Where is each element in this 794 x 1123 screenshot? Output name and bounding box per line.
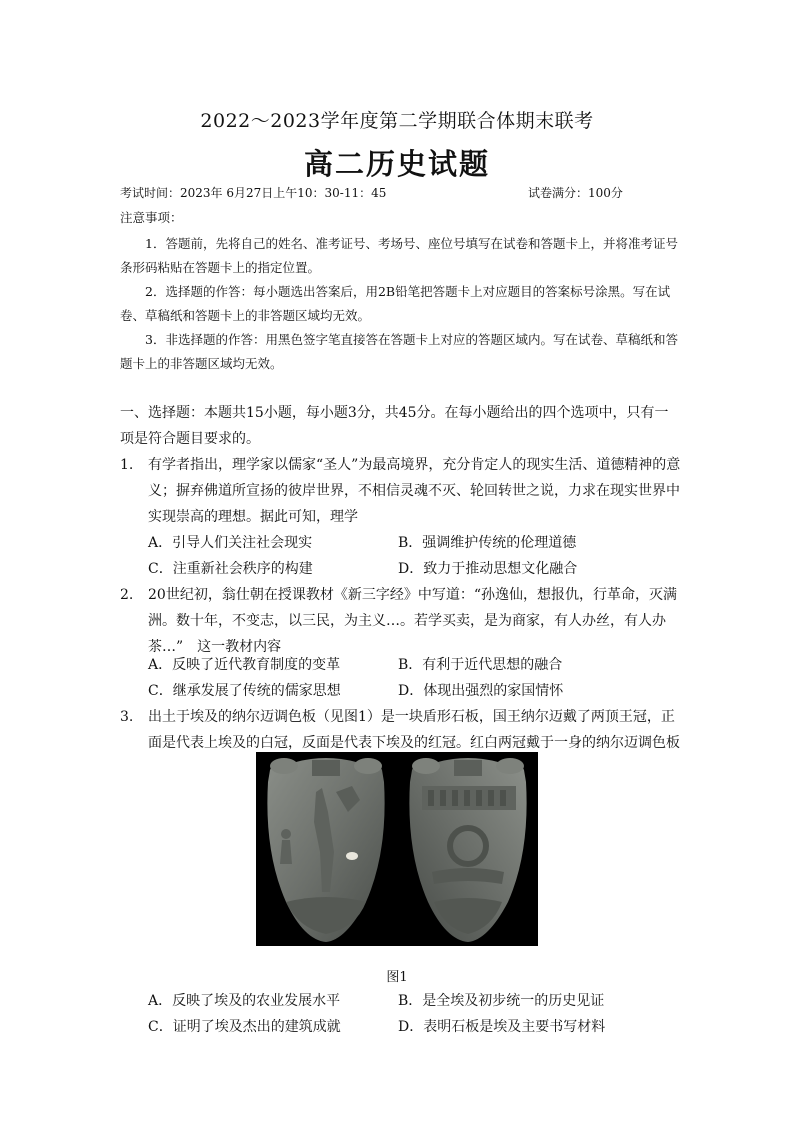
question-3 bbox=[120, 704, 682, 756]
option-b[interactable]: B．是全埃及初步统一的历史见证 bbox=[398, 993, 605, 1009]
question-1-options bbox=[148, 530, 668, 582]
option-a[interactable]: A．反映了埃及的农业发展水平 bbox=[148, 993, 341, 1009]
figure-caption: 图1 bbox=[386, 970, 408, 985]
question-1 bbox=[120, 452, 682, 530]
option-d[interactable]: D．表明石板是埃及主要书写材料 bbox=[398, 1019, 606, 1035]
question-stem: 20世纪初，翁仕朝在授课教材《新三字经》中写道：“孙逸仙，想报仇，行革命，灭满洲。数十年，不变志，以三民，为主义…。若学买卖，是为商家，有人办丝，有人办茶…” 这一教材内容 bbox=[148, 587, 677, 655]
option-d[interactable]: D．致力于推动思想文化融合 bbox=[398, 561, 578, 577]
note-item: 3．非选择题的作答：用黑色签字笔直接答在答题卡上对应的答题区域内。写在试卷、草稿纸和答题卡上的非答题区域均无效。 bbox=[120, 332, 678, 371]
question-stem: 出土于埃及的纳尔迈调色板（见图1）是一块盾形石板，国王纳尔迈戴了两顶王冠，正面是代表上埃及的白冠，反面是代表下埃及的红冠。红白两冠戴于一身的纳尔迈调色板 bbox=[148, 709, 680, 751]
exam-title: 2022～2023学年度第二学期联合体期末联考 bbox=[200, 110, 594, 132]
question-2 bbox=[120, 582, 682, 660]
option-a[interactable]: A．引导人们关注社会现实 bbox=[148, 535, 313, 551]
notes-heading: 注意事项： bbox=[120, 210, 183, 225]
option-d[interactable]: D．体现出强烈的家国情怀 bbox=[398, 683, 564, 699]
question-2-options bbox=[148, 652, 668, 704]
note-item: 2．选择题的作答：每小题选出答案后，用2B铅笔把答题卡上对应题目的答案标号涂黑。写在试卷、草稿纸和答题卡上的非答题区域均无效。 bbox=[120, 284, 671, 323]
option-a[interactable]: A．反映了近代教育制度的变革 bbox=[148, 657, 341, 673]
option-c[interactable]: C．证明了埃及杰出的建筑成就 bbox=[148, 1019, 341, 1035]
option-c[interactable]: C．继承发展了传统的儒家思想 bbox=[148, 683, 341, 699]
question-stem: 有学者指出，理学家以儒家“圣人”为最高境界，充分肯定人的现实生活、道德精神的意义；摒弃佛道所宣扬的彼岸世界，不相信灵魂不灭、轮回转世之说，力求在现实世界中实现崇高的理想。据此可知，理学 bbox=[148, 457, 681, 525]
full-score: 试卷满分：100分 bbox=[528, 186, 623, 200]
exam-time: 考试时间：2023年 6月27日上午10：30-11：45 bbox=[120, 186, 387, 200]
question-number: 1. bbox=[120, 457, 134, 473]
narmer-palette-image bbox=[256, 752, 538, 946]
palette-illustration bbox=[256, 752, 538, 946]
option-b[interactable]: B．有利于近代思想的融合 bbox=[398, 657, 563, 673]
subject-title: 高二历史试题 bbox=[303, 147, 490, 181]
option-c[interactable]: C．注重新社会秩序的构建 bbox=[148, 561, 313, 577]
option-b[interactable]: B．强调维护传统的伦理道德 bbox=[398, 535, 577, 551]
question-number: 2. bbox=[120, 587, 134, 603]
question-3-options bbox=[148, 988, 668, 1040]
note-item: 1．答题前，先将自己的姓名、准考证号、考场号、座位号填写在试卷和答题卡上，并将准考证号条形码粘贴在答题卡上的指定位置。 bbox=[120, 236, 678, 275]
section-heading: 一、选择题：本题共15小题，每小题3分，共45分。在每小题给出的四个选项中，只有一项是符合题目要求的。 bbox=[120, 405, 669, 447]
question-number: 3. bbox=[120, 709, 134, 725]
